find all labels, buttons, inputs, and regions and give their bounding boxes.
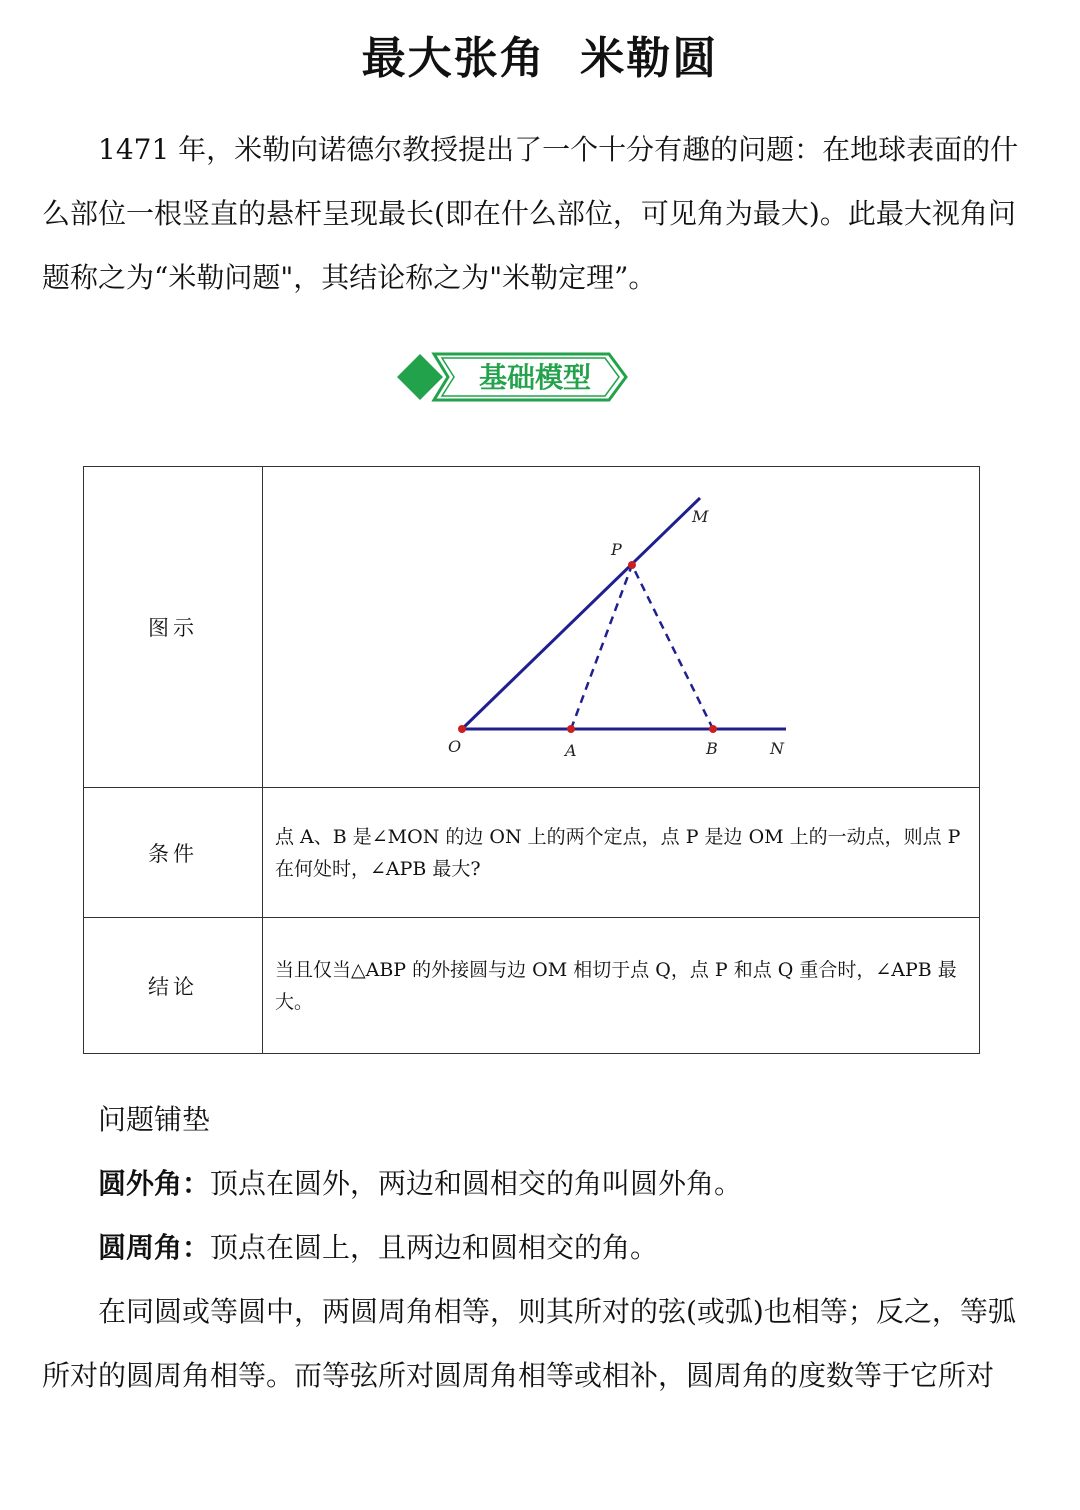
condition-text: 点 A、B 是∠MON 的边 ON 上的两个定点，点 P 是边 OM 上的一动点，则点 P 在何处时，∠APB 最大? bbox=[263, 788, 980, 918]
table-row-condition bbox=[84, 788, 980, 918]
label-o: O bbox=[448, 737, 462, 756]
row-label-conclusion: 结论 bbox=[84, 918, 263, 1054]
figure-cell bbox=[263, 467, 980, 788]
segment-pb bbox=[632, 565, 713, 729]
definition-term: 圆外角： bbox=[98, 1167, 211, 1200]
point-p bbox=[628, 561, 636, 569]
label-b: B bbox=[706, 739, 718, 758]
table-row-conclusion bbox=[84, 918, 980, 1054]
page-title: 最大张角 米勒圆 bbox=[361, 33, 719, 84]
definition-text: 顶点在圆上，且两边和圆相交的角。 bbox=[210, 1231, 659, 1264]
definition-term: 圆周角： bbox=[98, 1231, 211, 1264]
conclusion-text: 当且仅当△ABP 的外接圆与边 OM 相切于点 Q，点 P 和点 Q 重合时，∠APB 最大。 bbox=[263, 918, 980, 1054]
definition-inscribed-angle bbox=[42, 1216, 1037, 1280]
theorem-paragraph: 在同圆或等圆中，两圆周角相等，则其所对的弦(或弧)也相等；反之，等弧所对的圆周角相等。而等弦所对圆周角相等或相补，圆周角的度数等于它所对 bbox=[42, 1295, 1016, 1392]
model-table bbox=[83, 466, 980, 1054]
point-o bbox=[458, 725, 466, 733]
row-label-figure: 图示 bbox=[84, 467, 263, 788]
ray-om bbox=[462, 498, 700, 729]
definition-text: 顶点在圆外，两边和圆相交的角叫圆外角。 bbox=[210, 1167, 743, 1200]
section-badge-label: 基础模型 bbox=[478, 361, 591, 394]
segment-pa bbox=[571, 565, 632, 729]
foundation-heading: 问题铺垫 bbox=[98, 1103, 211, 1136]
definition-exterior-angle bbox=[42, 1152, 1037, 1216]
foundation-section bbox=[42, 1088, 1037, 1408]
label-n: N bbox=[770, 739, 784, 758]
point-b bbox=[709, 725, 717, 733]
label-m: M bbox=[692, 507, 709, 526]
row-label-condition: 条件 bbox=[84, 788, 263, 918]
geometry-figure bbox=[264, 468, 982, 786]
table-row-figure bbox=[84, 467, 980, 788]
label-a: A bbox=[565, 741, 577, 760]
point-a bbox=[567, 725, 575, 733]
intro-paragraph: 1471 年，米勒向诺德尔教授提出了一个十分有趣的问题：在地球表面的什么部位一根竖直的悬杆呈现最长(即在什么部位，可见角为最大)。此最大视角问题称之为“米勒问题"，其结论称之为"米勒定理”。 bbox=[42, 133, 1019, 294]
diamond-icon bbox=[397, 354, 443, 400]
label-p: P bbox=[611, 540, 622, 559]
